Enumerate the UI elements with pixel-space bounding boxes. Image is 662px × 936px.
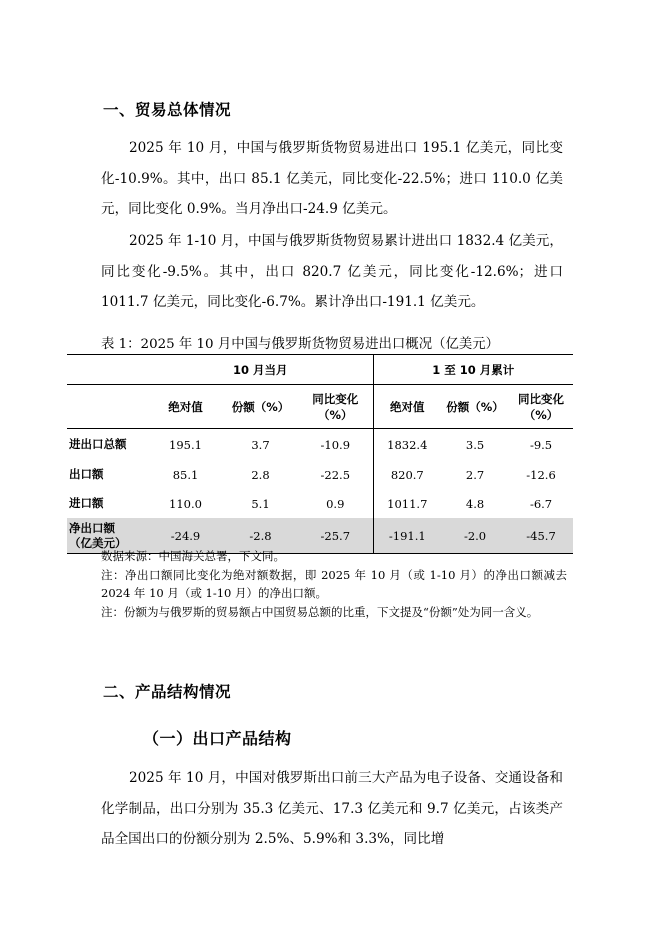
cell-current-yoy: -25.7 xyxy=(298,518,373,554)
cell-current-abs: 85.1 xyxy=(172,467,199,482)
header-yoy-current: 同比变化 （%） xyxy=(298,385,373,429)
cell-cumulative-share: -2.0 xyxy=(441,518,509,554)
cell-current-share: 3.7 xyxy=(251,437,270,452)
header-current-month: 10 月当月 xyxy=(148,355,373,385)
cell-cumulative-share: 4.8 xyxy=(465,496,485,511)
row-label: 进出口总额 xyxy=(69,437,127,451)
cell-cumulative-share: 3.5 xyxy=(465,437,485,452)
section-heading-product-structure: 二、产品结构情况 xyxy=(103,683,232,701)
table-notes xyxy=(101,547,567,621)
cell-cumulative-abs: 1011.7 xyxy=(387,496,428,511)
header-share-current: 份额（%） xyxy=(223,385,298,429)
note-share: 注：份额为与俄罗斯的贸易额占中国贸易总额的比重，下文提及“份额”处为同一含义。 xyxy=(101,604,539,619)
row-label: 净出口额 （亿美元） xyxy=(67,518,148,554)
cell-cumulative-yoy: -12.6 xyxy=(526,467,556,482)
table-row xyxy=(67,460,573,489)
header-cumulative: 1 至 10 月累计 xyxy=(373,355,573,385)
header-empty-cell xyxy=(67,355,148,385)
header-share-cumulative: 份额（%） xyxy=(441,385,509,429)
subsection-heading-export-structure: （一）出口产品结构 xyxy=(143,729,292,748)
header-abs-cumulative: 绝对值 xyxy=(373,385,441,429)
cell-current-share: 2.8 xyxy=(251,467,270,482)
cell-current-abs: 195.1 xyxy=(169,437,202,452)
trade-summary-table xyxy=(67,354,573,554)
paragraph-monthly-trade: 2025 年 10 月，中国与俄罗斯货物贸易进出口 195.1 亿美元，同比变化-10.9%。其中，出口 85.1 亿美元，同比变化-22.5%；进口 110.0 亿美元，同比变化 0.9%。当月净出口-24.9 亿美元。 xyxy=(101,140,563,217)
cell-cumulative-yoy: -6.7 xyxy=(529,496,553,511)
cell-current-abs: -24.9 xyxy=(148,518,223,554)
cell-current-yoy: -22.5 xyxy=(298,460,373,489)
row-label: 进口额 xyxy=(69,496,104,510)
cell-current-yoy: -10.9 xyxy=(298,429,373,461)
table-caption: 表 1：2025 年 10 月中国与俄罗斯货物贸易进出口概况（亿美元） xyxy=(101,337,500,352)
cell-cumulative-share: 2.7 xyxy=(465,467,485,482)
section-heading-overall: 一、贸易总体情况 xyxy=(103,101,232,119)
row-label: 出口额 xyxy=(69,467,104,481)
table-row xyxy=(67,429,573,461)
cell-cumulative-abs: 1832.4 xyxy=(387,437,428,452)
note-net-export: 注：净出口额同比变化为绝对额数据，即 2025 年 10 月（或 1-10 月）的净出口额减去 2024 年 10 月（或 1-10 月）的净出口额。 xyxy=(101,567,567,600)
header-abs-current: 绝对值 xyxy=(148,385,223,429)
cell-current-share: -2.8 xyxy=(223,518,298,554)
table-header-group-row xyxy=(67,355,573,385)
table-row xyxy=(67,489,573,518)
cell-cumulative-abs: 820.7 xyxy=(390,467,424,482)
cell-current-share: 5.1 xyxy=(251,496,270,511)
cell-current-abs: 110.0 xyxy=(169,496,202,511)
paragraph-export-products: 2025 年 10 月，中国对俄罗斯出口前三大产品为电子设备、交通设备和化学制品，出口分别为 35.3 亿美元、17.3 亿美元和 9.7 亿美元，占该类产品全国出口的份额分别为 2.5%、5.9%和 3.3%，同比增 xyxy=(101,770,563,847)
header-yoy-cumulative: 同比变化 （%） xyxy=(509,385,573,429)
cell-cumulative-yoy: -45.7 xyxy=(509,518,573,554)
cell-cumulative-abs: -191.1 xyxy=(373,518,441,554)
header-empty-cell xyxy=(67,385,148,429)
cell-current-yoy: 0.9 xyxy=(298,489,373,518)
table-header-column-row xyxy=(67,385,573,429)
note-source: 数据来源：中国海关总署，下文同。 xyxy=(101,549,285,563)
paragraph-cumulative-trade: 2025 年 1-10 月，中国与俄罗斯货物贸易累计进出口 1832.4 亿美元，同比变化-9.5%。其中，出口 820.7 亿美元，同比变化-12.6%；进口 1011.7 亿美元，同比变化-6.7%。累计净出口-191.1 亿美元。 xyxy=(101,233,563,310)
cell-cumulative-yoy: -9.5 xyxy=(529,437,553,452)
